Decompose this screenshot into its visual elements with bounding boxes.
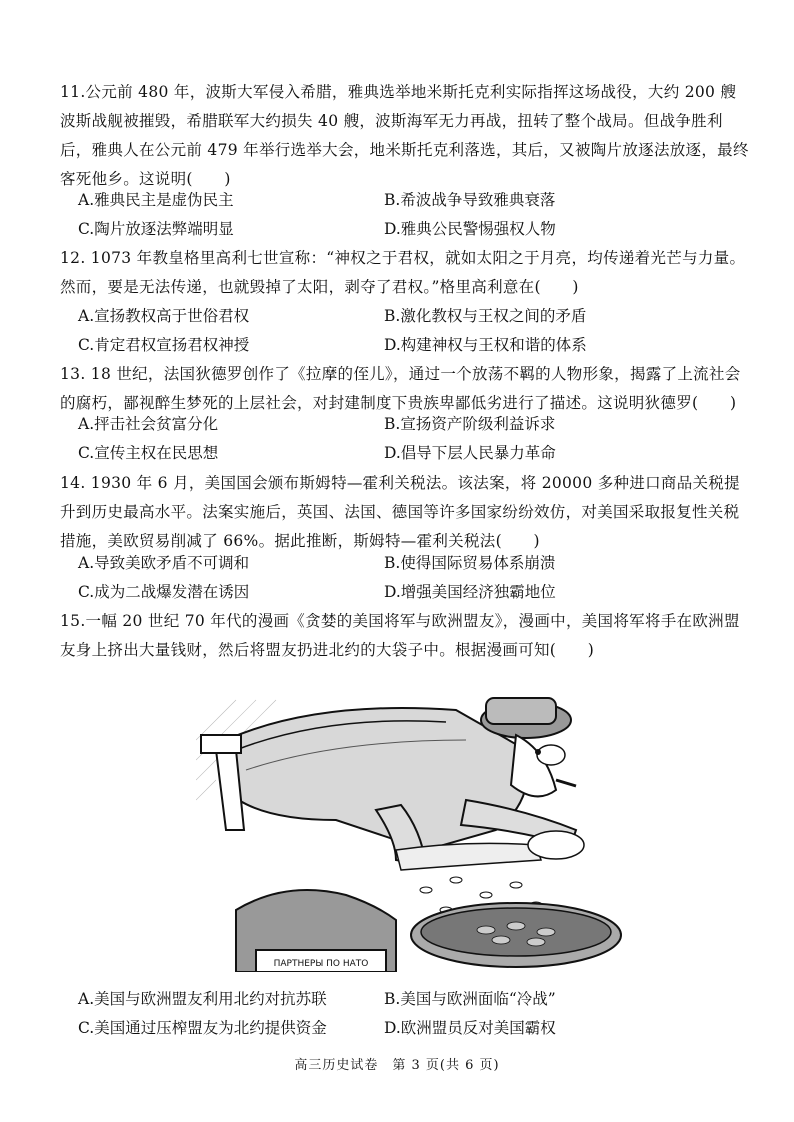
option-b[interactable]: B.希波战争导致雅典衰落 (384, 191, 556, 209)
question-stem: 11.公元前 480 年，波斯大军侵入希腊，雅典选举地米斯托克利实际指挥这场战役，大约 200 艘波斯战舰被摧毁，希腊联军大约损失 40 艘，波斯海军无力再战，扭转了整个战局。但战争胜利后，雅典人在公元前 479 年举行选举大会，地米斯托克利落选，其后，又被陶片放逐法放逐，最终客死他乡。这说明( ) (60, 83, 749, 188)
question-stem: 15.一幅 20 世纪 70 年代的漫画《贪婪的美国将军与欧洲盟友》，漫画中，美国将军将手在欧洲盟友身上挤出大量钱财，然后将盟友扔进北约的大袋子中。根据漫画可知( ) (60, 612, 740, 659)
question-11 (60, 78, 750, 194)
question-12-options-row2 (60, 331, 750, 360)
option-a[interactable]: A.抨击社会贫富分化 (78, 415, 219, 433)
question-15-options-row1 (60, 985, 750, 1014)
question-15-options-row2 (60, 1014, 750, 1043)
option-c[interactable]: C.宣传主权在民思想 (78, 444, 219, 462)
question-stem: 14. 1930 年 6 月，美国国会颁布斯姆特—霍利关税法。该法案，将 20000 多种进口商品关税提升到历史最高水平。法案实施后，英国、法国、德国等许多国家纷纷效仿，对美国采取报复性关税措施，美欧贸易削减了 66%。据此推断，斯姆特—霍利关税法( ) (60, 474, 740, 550)
option-b[interactable]: B.宣扬资产阶级利益诉求 (384, 415, 556, 433)
option-d[interactable]: D.倡导下层人民暴力革命 (384, 444, 556, 462)
question-11-options-row2 (60, 215, 750, 244)
question-12 (60, 244, 750, 302)
question-14-options-row2 (60, 578, 750, 607)
option-b[interactable]: B.美国与欧洲面临“冷战” (384, 990, 556, 1008)
page-footer: 高三历史试卷 第 3 页(共 6 页) (294, 1058, 500, 1073)
option-b[interactable]: B.激化教权与王权之间的矛盾 (384, 307, 587, 325)
option-c[interactable]: C.肯定君权宣扬君权神授 (78, 336, 250, 354)
question-13-options-row1 (60, 410, 750, 439)
option-d[interactable]: D.构建神权与王权和谐的体系 (384, 336, 587, 354)
option-c[interactable]: C.陶片放逐法弊端明显 (78, 220, 234, 238)
option-b[interactable]: B.使得国际贸易体系崩溃 (384, 554, 556, 572)
cartoon-illustration (196, 680, 626, 972)
option-d[interactable]: D.增强美国经济独霸地位 (384, 583, 556, 601)
question-13-options-row2 (60, 439, 750, 468)
question-11-options-row1 (60, 186, 750, 215)
option-c[interactable]: C.成为二战爆发潜在诱因 (78, 583, 250, 601)
question-12-options-row1 (60, 302, 750, 331)
question-14 (60, 469, 750, 556)
option-a[interactable]: A.宣扬教权高于世俗君权 (78, 307, 250, 325)
option-a[interactable]: A.美国与欧洲盟友利用北约对抗苏联 (78, 990, 327, 1008)
sack-label: ПАРТНЕРЫ ПО НАТО (273, 959, 369, 969)
option-a[interactable]: A.雅典民主是虚伪民主 (78, 191, 234, 209)
question-stem: 12. 1073 年教皇格里高利七世宣称：“神权之于君权，就如太阳之于月亮，均传递着光芒与力量。然而，要是无法传递，也就毁掉了太阳，剥夺了君权。”格里高利意在( ) (60, 249, 746, 296)
question-stem: 13. 18 世纪，法国狄德罗创作了《拉摩的侄儿》，通过一个放荡不羁的人物形象，揭露了上流社会的腐朽，鄙视醉生梦死的上层社会，对封建制度下贵族卑鄙低劣进行了描述。这说明狄德罗( ) (60, 365, 741, 412)
option-a[interactable]: A.导致美欧矛盾不可调和 (78, 554, 250, 572)
option-d[interactable]: D.雅典公民警惕强权人物 (384, 220, 556, 238)
option-d[interactable]: D.欧洲盟员反对美国霸权 (384, 1019, 556, 1037)
question-14-options-row1 (60, 549, 750, 578)
question-15 (60, 607, 750, 665)
option-c[interactable]: C.美国通过压榨盟友为北约提供资金 (78, 1019, 327, 1037)
